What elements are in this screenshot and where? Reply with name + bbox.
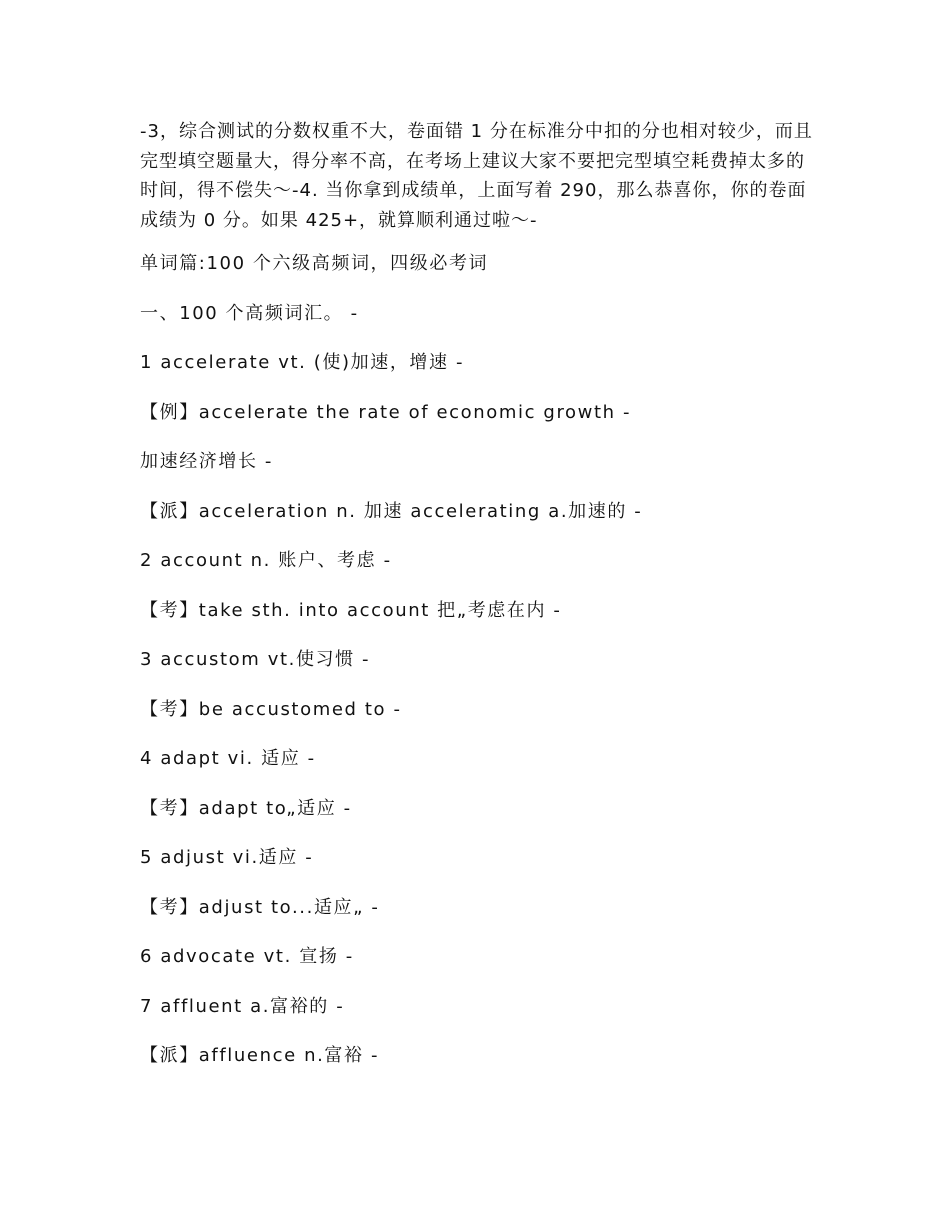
example-line: 【例】accelerate the rate of economic growth - — [140, 401, 632, 423]
exam-note-line: 【考】be accustomed to - — [140, 698, 402, 720]
document-page — [140, 117, 820, 1094]
section-heading-vocabulary: 单词篇:100 个六级高频词，四级必考词 — [140, 253, 489, 274]
exam-note-line: 【考】adapt to„适应 - — [140, 797, 352, 819]
vocab-entry-accelerate: 1 accelerate vt. (使)加速，增速 - — [140, 352, 465, 373]
intro-paragraph: -3，综合测试的分数权重不大，卷面错 1 分在标准分中扣的分也相对较少，而且完型填空题量大，得分率不高，在考场上建议大家不要把完型填空耗费掉太多的时间，得不偿失～-4. 当你拿到成绩单，上面写着 290，那么恭喜你，你的卷面成绩为 0 分。如果 425+，就算顺利通过啦～- — [140, 121, 813, 231]
example-translation: 加速经济增长 - — [140, 451, 274, 472]
derivative-line: 【派】affluence n.富裕 - — [140, 1045, 380, 1066]
vocab-entry-accustom: 3 accustom vt.使习惯 - — [140, 649, 371, 670]
exam-note-line: 【考】take sth. into account 把„考虑在内 - — [140, 599, 562, 621]
vocab-entry-affluent: 7 affluent a.富裕的 - — [140, 995, 345, 1017]
exam-note-line: 【考】adjust to...适应„ - — [140, 896, 380, 918]
vocab-entry-adapt: 4 adapt vi. 适应 - — [140, 748, 316, 769]
subsection-heading: 一、100 个高频词汇。 - — [140, 302, 359, 324]
vocab-entry-advocate: 6 advocate vt. 宣扬 - — [140, 946, 354, 967]
derivative-line: 【派】acceleration n. 加速 accelerating a.加速的 - — [140, 500, 643, 522]
vocab-entry-adjust: 5 adjust vi.适应 - — [140, 847, 314, 868]
vocab-entry-account: 2 account n. 账户、考虑 - — [140, 550, 392, 571]
